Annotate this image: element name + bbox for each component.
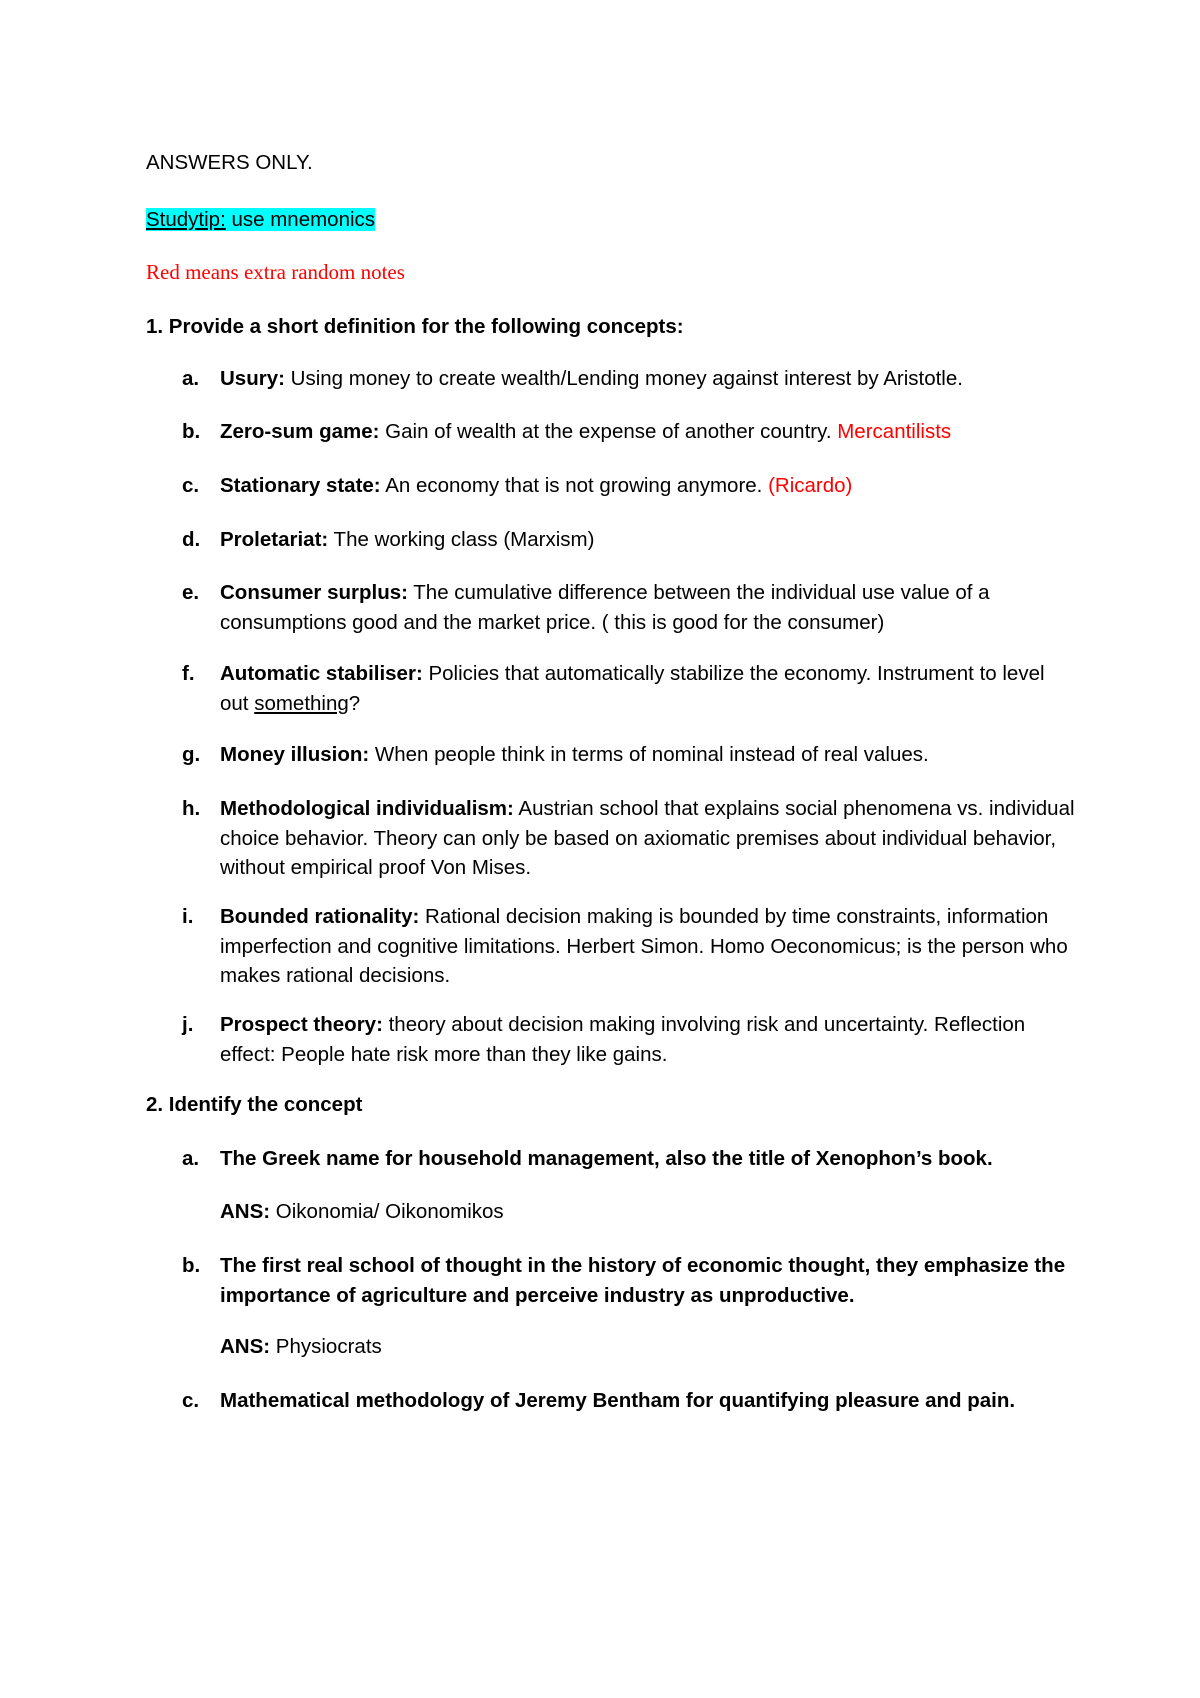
answer-line	[220, 1332, 382, 1361]
item-text: The cumulative difference between the individual use value of a consumptions good and the market price. ( this is good for the consumer)	[220, 581, 990, 634]
question-text: Mathematical methodology of Jeremy Bentham for quantifying pleasure and pain.	[220, 1389, 1016, 1412]
item-text: Rational decision making is bounded by time constraints, information imperfection and cognitive limitations. Herbert Simon. Homo Oeconomicus; is the person who makes rational decisions.	[220, 905, 1068, 987]
section-1-heading: 1. Provide a short definition for the following concepts:	[146, 315, 684, 338]
definition-item	[146, 525, 1076, 555]
answer-text: Physiocrats	[270, 1335, 382, 1358]
red-note-legend: Red means extra random notes	[146, 260, 405, 284]
item-term: Automatic stabiliser:	[220, 662, 423, 685]
item-marker: i.	[182, 905, 194, 928]
item-term: Prospect theory:	[220, 1013, 383, 1036]
definition-item	[146, 794, 1076, 883]
item-text: Gain of wealth at the expense of another country.	[379, 420, 838, 443]
definition-item	[146, 1010, 1076, 1069]
item-marker: b.	[182, 420, 201, 443]
item-marker: h.	[182, 797, 201, 820]
question-marker: b.	[182, 1254, 201, 1277]
item-term: Usury:	[220, 367, 285, 390]
definition-item	[146, 578, 1076, 637]
item-text: theory about decision making involving risk and uncertainty. Reflection effect: People hate risk more than they like gains.	[220, 1013, 1026, 1066]
question-text: The first real school of thought in the history of economic thought, they emphasize the importance of agriculture and perceive industry as unproductive.	[220, 1254, 1066, 1307]
item-text-after: ?	[348, 691, 361, 715]
definition-item	[146, 902, 1076, 991]
item-marker: d.	[182, 528, 201, 551]
definition-item	[146, 364, 1076, 394]
item-term: Money illusion:	[220, 743, 370, 766]
answer-label: ANS:	[220, 1335, 271, 1358]
study-tip-text: use mnemonics	[225, 208, 376, 231]
item-term: Zero-sum game:	[220, 420, 380, 443]
item-red-note: Mercantilists	[837, 420, 952, 443]
document-title: ANSWERS ONLY.	[146, 151, 313, 174]
identify-question	[146, 1144, 1076, 1174]
item-underlined-word: something	[254, 691, 349, 715]
identify-question	[146, 1386, 1076, 1416]
answer-text: Oikonomia/ Oikonomikos	[270, 1200, 504, 1223]
section-2-heading: 2. Identify the concept	[146, 1093, 363, 1116]
study-tip	[146, 205, 375, 234]
definition-item	[146, 417, 1076, 447]
item-text: Policies that automatically stabilize the economy. Instrument to level out	[220, 662, 1045, 715]
item-marker: j.	[182, 1013, 194, 1036]
item-term: Bounded rationality:	[220, 905, 420, 928]
item-marker: g.	[182, 743, 201, 766]
definition-item	[146, 471, 1076, 501]
study-tip-label: Studytip:	[146, 208, 226, 231]
item-term: Methodological individualism:	[220, 797, 514, 820]
answer-line	[220, 1197, 504, 1226]
identify-question	[146, 1251, 1076, 1310]
item-marker: f.	[182, 662, 195, 685]
item-term: Stationary state:	[220, 474, 381, 497]
item-marker: e.	[182, 581, 200, 604]
definition-item	[146, 659, 1076, 718]
question-marker: a.	[182, 1147, 200, 1170]
item-term: Proletariat:	[220, 528, 329, 551]
item-text: When people think in terms of nominal instead of real values.	[369, 743, 929, 766]
item-text: An economy that is not growing anymore.	[380, 474, 769, 497]
item-marker: a.	[182, 367, 200, 390]
item-red-note: (Ricardo)	[768, 474, 853, 497]
question-marker: c.	[182, 1389, 200, 1412]
definition-item	[146, 740, 1076, 770]
question-text: The Greek name for household management, also the title of Xenophon’s book.	[220, 1147, 993, 1170]
answer-label: ANS:	[220, 1200, 271, 1223]
item-text: Using money to create wealth/Lending money against interest by Aristotle.	[284, 367, 963, 390]
item-text: The working class (Marxism)	[328, 528, 595, 551]
item-term: Consumer surplus:	[220, 581, 408, 604]
item-text: Austrian school that explains social phenomena vs. individual choice behavior. Theory can only be based on axiomatic premises about individual behavior, without empirical proof Von Mises.	[220, 797, 1075, 879]
item-marker: c.	[182, 474, 200, 497]
